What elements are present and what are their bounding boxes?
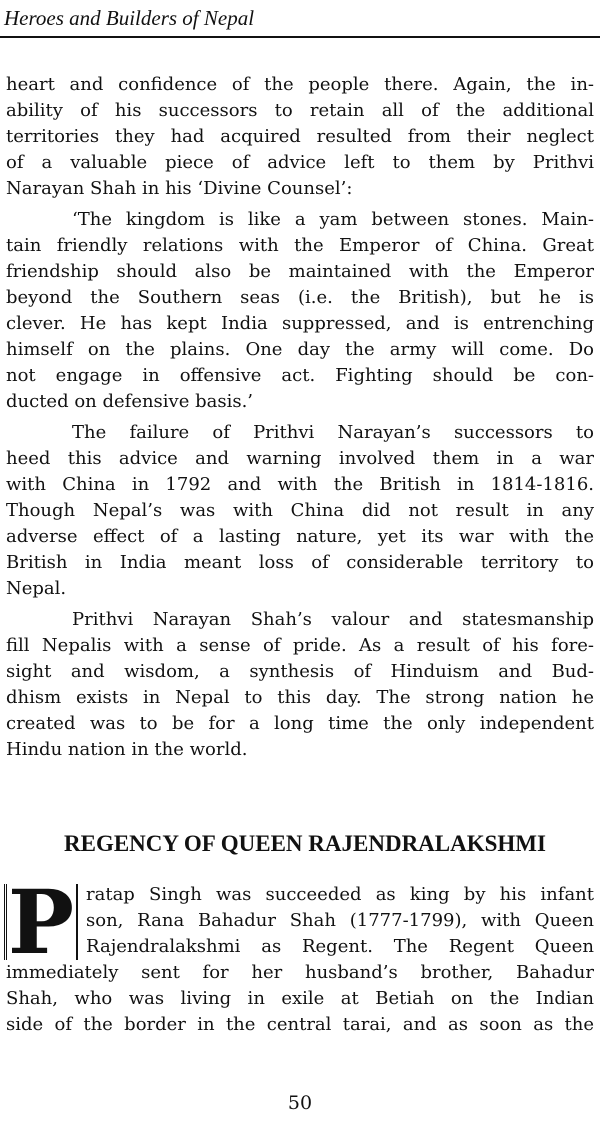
- text-line: Hindu nation in the world.: [6, 739, 248, 760]
- text-line: immediately sent for her husband’s brother, Bahadur: [6, 962, 594, 983]
- text-line: not engage in offensive act. Fighting should be con-: [6, 365, 594, 386]
- text-line: adverse effect of a lasting nature, yet its war with the: [6, 526, 594, 547]
- text-line: son, Rana Bahadur Shah (1777-1799), with Queen: [86, 910, 594, 931]
- text-line: ability of his successors to retain all of the additional: [6, 100, 594, 121]
- text-line: dhism exists in Nepal to this day. The strong nation he: [6, 687, 594, 708]
- text-line: fill Nepalis with a sense of pride. As a result of his fore-: [6, 635, 594, 656]
- text-line: ducted on defensive basis.’: [6, 391, 254, 412]
- header-rule: [0, 36, 600, 38]
- text-line: ‘The kingdom is like a yam between stones. Main-: [72, 209, 594, 230]
- text-line: of a valuable piece of advice left to them by Prithvi: [6, 152, 594, 173]
- text-line: tain friendly relations with the Emperor of China. Great: [6, 235, 594, 256]
- text-line: territories they had acquired resulted from their neglect: [6, 126, 594, 147]
- text-line: Nepal.: [6, 578, 67, 599]
- page-number: 50: [287, 1092, 313, 1114]
- drop-cap: P: [7, 870, 75, 974]
- text-line: side of the border in the central tarai, and as soon as the: [6, 1014, 594, 1035]
- text-line: ratap Singh was succeeded as king by his infant: [86, 884, 594, 905]
- text-line: The failure of Prithvi Narayan’s successors to: [72, 422, 594, 443]
- text-line: friendship should also be maintained with the Emperor: [6, 261, 594, 282]
- running-header: Heroes and Builders of Nepal: [4, 6, 255, 30]
- text-line: himself on the plains. One day the army will come. Do: [6, 339, 594, 360]
- text-line: heed this advice and warning involved them in a war: [6, 448, 594, 469]
- text-line: heart and confidence of the people there. Again, the in-: [6, 74, 594, 95]
- text-line: British in India meant loss of considerable territory to: [6, 552, 594, 573]
- text-line: clever. He has kept India suppressed, and is entrenching: [6, 313, 594, 334]
- text-line: with China in 1792 and with the British in 1814-1816.: [6, 474, 594, 495]
- text-line: created was to be for a long time the only independent: [6, 713, 594, 734]
- text-line: beyond the Southern seas (i.e. the British), but he is: [6, 287, 594, 308]
- section-heading: REGENCY OF QUEEN RAJENDRALAKSHMI: [64, 831, 546, 856]
- text-line: Shah, who was living in exile at Betiah on the Indian: [6, 988, 594, 1009]
- text-line: Prithvi Narayan Shah’s valour and statesmanship: [72, 609, 594, 630]
- text-line: Rajendralakshmi as Regent. The Regent Queen: [86, 936, 594, 957]
- text-line: Narayan Shah in his ‘Divine Counsel’:: [6, 178, 353, 199]
- text-line: Though Nepal’s was with China did not result in any: [6, 500, 594, 521]
- text-line: sight and wisdom, a synthesis of Hinduism and Bud-: [6, 661, 594, 682]
